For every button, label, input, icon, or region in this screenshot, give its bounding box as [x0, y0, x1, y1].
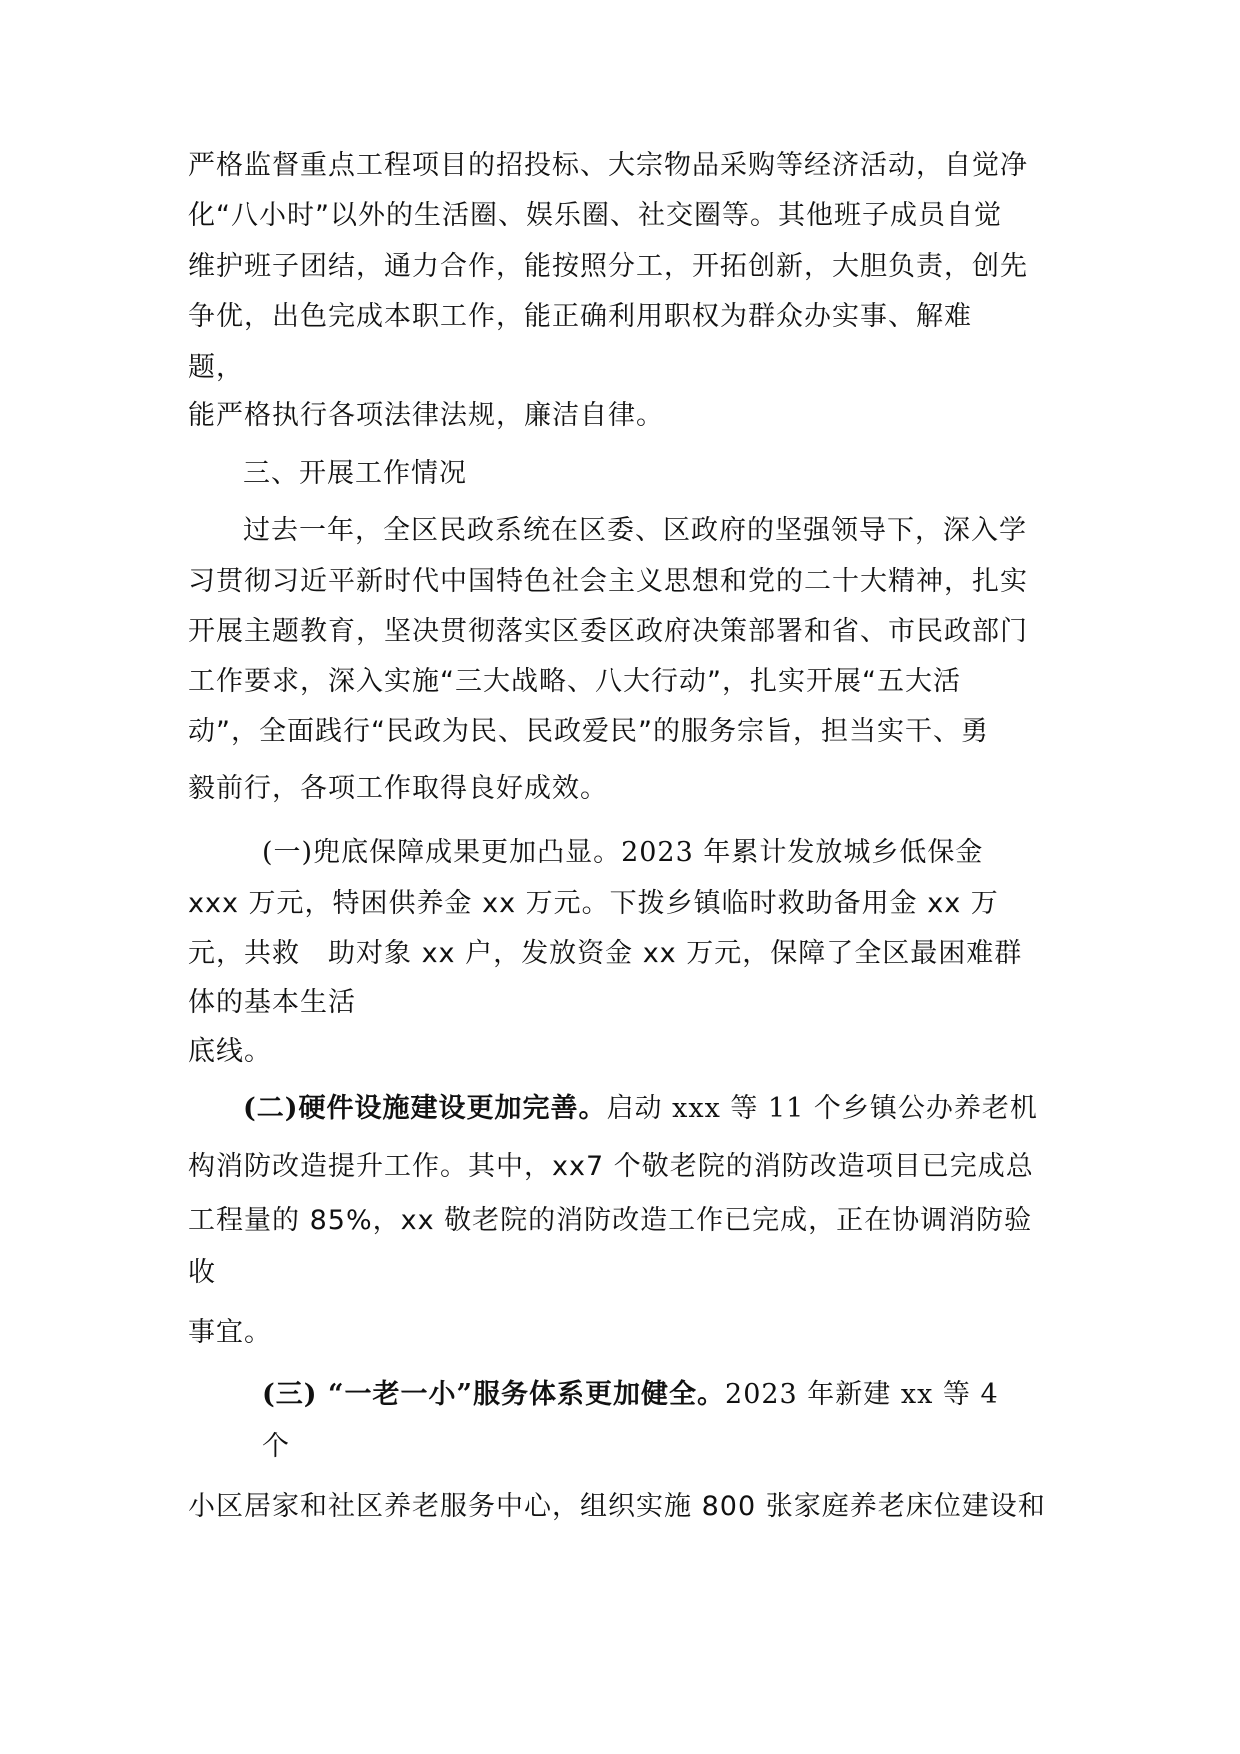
paragraph-line: 小区居家和社区养老服务中心，组织实施 800 张家庭养老床位建设和 — [188, 1491, 1046, 1522]
subsection-heading: (三) “一老一小”服务体系更加健全。 — [262, 1379, 726, 1410]
subsection-line — [262, 1378, 999, 1412]
paragraph-line: 工程量的 85%，xx 敬老院的消防改造工作已完成，正在协调消防验 — [188, 1205, 1033, 1236]
paragraph-line: 构消防改造提升工作。其中，xx7 个敬老院的消防改造项目已完成总 — [188, 1151, 1034, 1182]
paragraph-line: 维护班子团结，通力合作，能按照分工，开拓创新，大胆负责，创先 — [188, 251, 1028, 282]
paragraph-line: 元，共救 助对象 xx 户，发放资金 xx 万元，保障了全区最困难群 — [188, 938, 1023, 969]
paragraph-line: 化“八小时”以外的生活圈、娱乐圈、社交圈等。其他班子成员自觉 — [188, 200, 1002, 231]
paragraph-line: 争优，出色完成本职工作，能正确利用职权为群众办实事、解难 — [188, 301, 972, 332]
paragraph-line: 能严格执行各项法律法规，廉洁自律。 — [188, 400, 664, 431]
subsection-text: 启动 xxx 等 11 个乡镇公办养老机 — [606, 1093, 1038, 1124]
subsection-heading: (二)硬件设施建设更加完善。 — [243, 1093, 607, 1124]
paragraph-line: 过去一年，全区民政系统在区委、区政府的坚强领导下，深入学 — [243, 515, 1027, 546]
subsection-line: (一)兜底保障成果更加凸显。2023 年累计发放城乡低保金 — [262, 837, 984, 868]
paragraph-line: xxx 万元，特困供养金 xx 万元。下拨乡镇临时救助备用金 xx 万 — [188, 888, 999, 919]
paragraph-line: 个 — [262, 1431, 290, 1462]
paragraph-line: 底线。 — [188, 1036, 272, 1067]
paragraph-line: 题， — [188, 352, 244, 383]
section-heading: 三、开展工作情况 — [243, 458, 467, 489]
paragraph-line: 工作要求，深入实施“三大战略、八大行动”，扎实开展“五大活 — [188, 666, 961, 697]
paragraph-line: 习贯彻习近平新时代中国特色社会主义思想和党的二十大精神，扎实 — [188, 566, 1028, 597]
subsection-text: 2023 年新建 xx 等 4 — [725, 1379, 999, 1410]
paragraph-line: 收 — [188, 1257, 216, 1288]
paragraph-line: 事宜。 — [188, 1317, 272, 1348]
paragraph-line: 严格监督重点工程项目的招投标、大宗物品采购等经济活动，自觉净 — [188, 150, 1028, 181]
paragraph-line: 毅前行，各项工作取得良好成效。 — [188, 773, 608, 804]
paragraph-line: 体的基本生活 — [188, 987, 356, 1018]
subsection-line — [243, 1092, 1038, 1126]
paragraph-line: 动”，全面践行“民政为民、民政爱民”的服务宗旨，担当实干、勇 — [188, 716, 989, 747]
paragraph-line: 开展主题教育，坚决贯彻落实区委区政府决策部署和省、市民政部门 — [188, 616, 1028, 647]
